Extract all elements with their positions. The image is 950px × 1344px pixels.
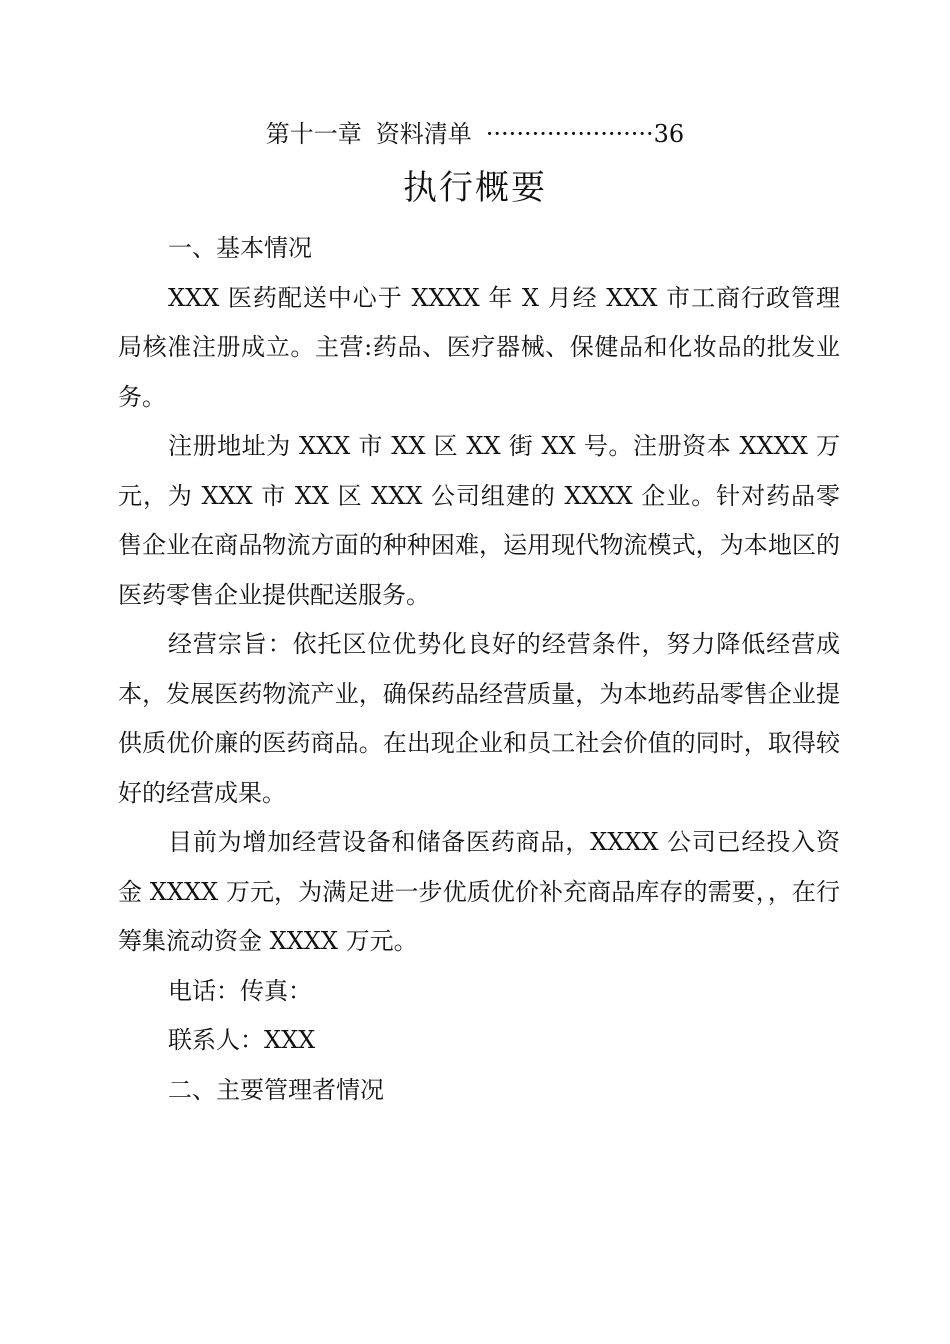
- paragraph-investment: 目前为增加经营设备和储备医药商品，XXXX 公司已经投入资金 XXXX 万元，为满足进一步优质优价补充商品库存的需要，，在行筹集流动资金 XXXX 万元。: [118, 828, 840, 955]
- page-title: 执行概要: [403, 168, 547, 208]
- paragraph-business-purpose: 经营宗旨：依托区位优势化良好的经营条件，努力降低经营成本，发展医药物流产业，确保药品经营质量，为本地药品零售企业提供质优价廉的医药商品。在出现企业和员工社会价值的同时，取得较好的经营成果。: [118, 630, 840, 807]
- toc-chapter: 第十一章: [265, 120, 362, 148]
- toc-title: 资料清单: [375, 120, 472, 148]
- toc-entry: [0, 116, 950, 152]
- section-heading-basic-info: 一、基本情况: [168, 234, 312, 262]
- toc-page-number: 36: [653, 120, 685, 148]
- contact-line: 联系人：XXX: [168, 1026, 316, 1054]
- section-heading-management: 二、主要管理者情况: [168, 1075, 384, 1104]
- body-text: [118, 224, 840, 1115]
- paragraph-registration: XXX 医药配送中心于 XXXX 年 X 月经 XXX 市工商行政管理局核准注册成立。主营:药品、医疗器械、保健品和化妆品的批发业务。: [118, 283, 840, 411]
- phone-fax-line: 电话：传真：: [168, 976, 312, 1005]
- paragraph-address-capital: 注册地址为 XXX 市 XX 区 XX 街 XX 号。注册资本 XXXX 万元，为 XXX 市 XX 区 XXX 公司组建的 XXXX 企业。针对药品零售企业在商品物流方面的种种困难，运用现代物流模式，为本地区的医药零售企业提供配送服务。: [118, 432, 840, 609]
- toc-leader: ······················: [485, 120, 654, 148]
